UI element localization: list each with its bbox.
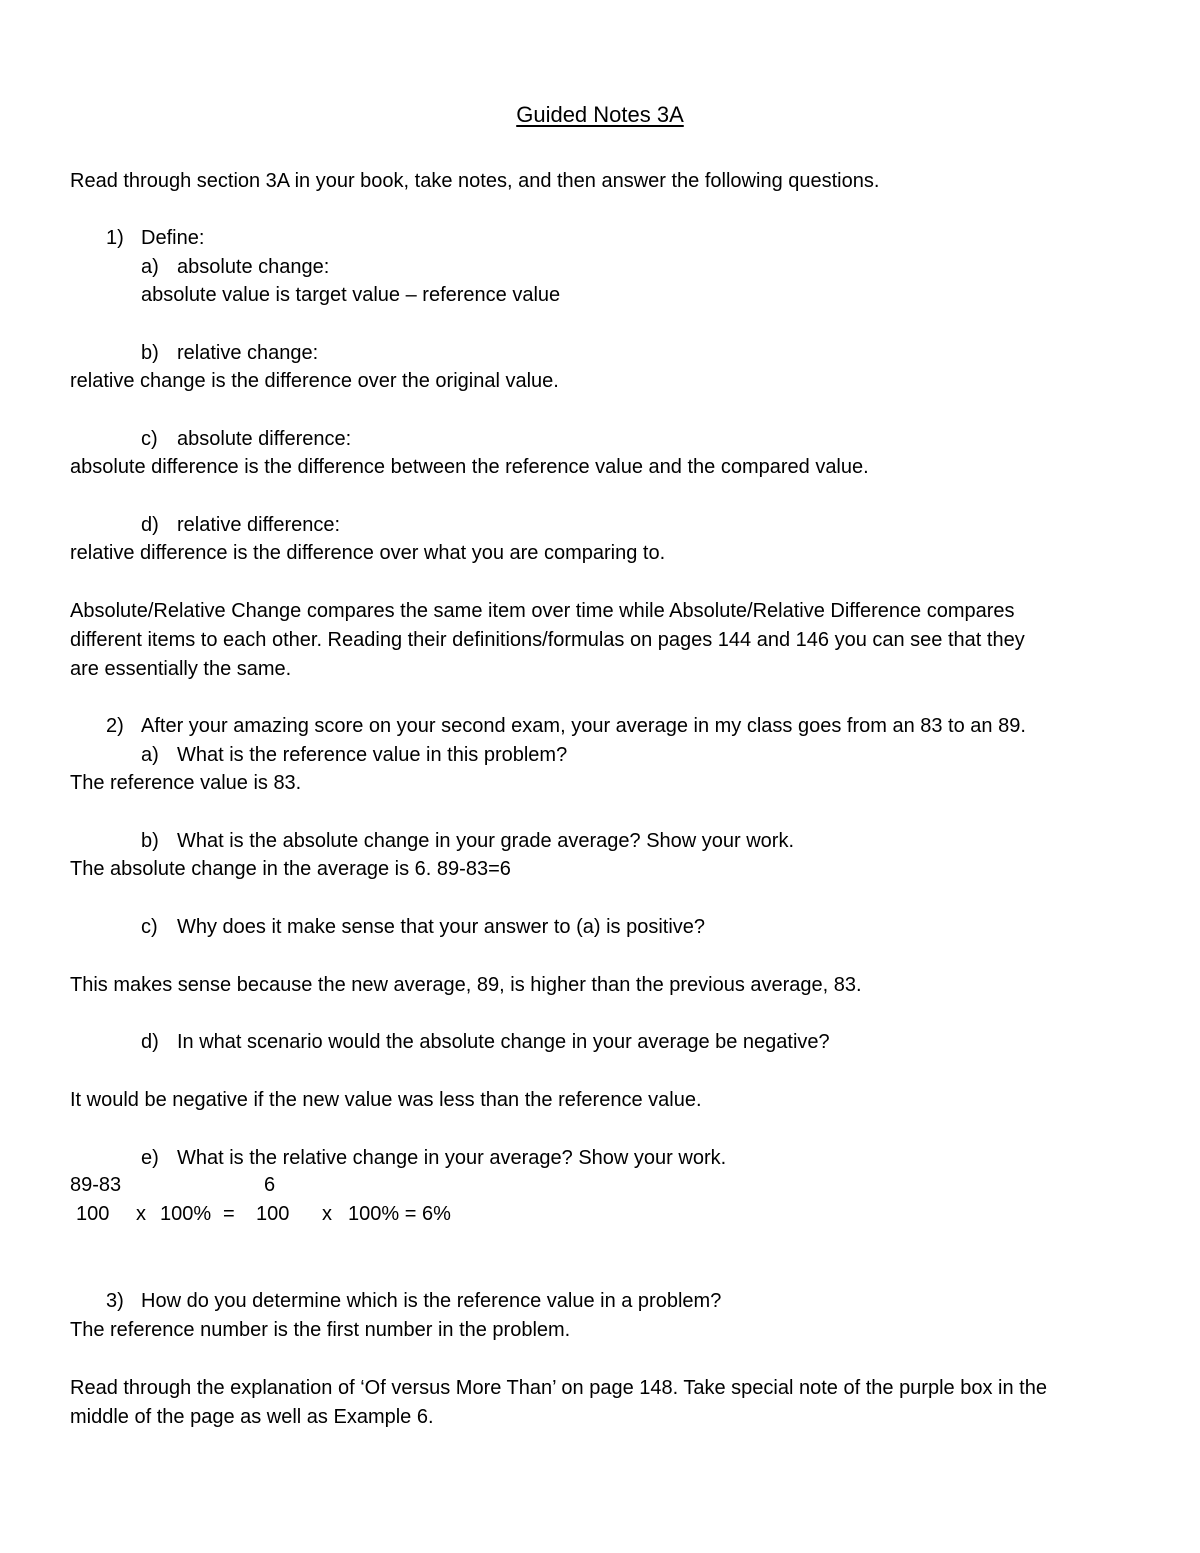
q1a-marker: a) — [141, 256, 159, 278]
q2a-answer: The reference value is 83. — [70, 772, 302, 794]
q2a-marker: a) — [141, 744, 159, 766]
intro-text: Read through section 3A in your book, take notes, and then answer the following questions. — [70, 170, 880, 192]
q1d-answer: relative difference is the difference over what you are comparing to. — [70, 542, 666, 564]
q2a-text: What is the reference value in this problem? — [177, 744, 568, 766]
q2d-text: In what scenario would the absolute change in your average be negative? — [177, 1031, 830, 1053]
q2-number: 2) — [106, 715, 124, 737]
work-percent-1: 100% — [160, 1203, 212, 1225]
q3-text: How do you determine which is the reference value in a problem? — [141, 1290, 722, 1312]
work-times-2: x — [322, 1203, 332, 1225]
q1-text: Define: — [141, 227, 205, 249]
q2b-marker: b) — [141, 830, 159, 852]
work-denominator-1: 100 — [76, 1203, 110, 1225]
q2c-answer: This makes sense because the new average, 89, is higher than the previous average, 83. — [70, 974, 862, 996]
work-denominator-2: 100 — [256, 1203, 290, 1225]
q1b-answer: relative change is the difference over the original value. — [70, 370, 559, 392]
q1b-text: relative change: — [177, 342, 319, 364]
work-times-1: x — [136, 1203, 146, 1225]
q1c-marker: c) — [141, 428, 158, 450]
work-numerator-1: 89-83 — [70, 1174, 122, 1196]
q2e-text: What is the relative change in your average? Show your work. — [177, 1147, 727, 1169]
paragraph-line: different items to each other. Reading their definitions/formulas on pages 144 and 146 you can see that they — [70, 629, 1025, 651]
q2b-text: What is the absolute change in your grade average? Show your work. — [177, 830, 795, 852]
q2-text: After your amazing score on your second exam, your average in my class goes from an 83 to an 89. — [141, 715, 1026, 737]
q2e-marker: e) — [141, 1147, 159, 1169]
paragraph-line: Absolute/Relative Change compares the same item over time while Absolute/Relative Difference compares — [70, 600, 1015, 622]
q3-answer: The reference number is the first number in the problem. — [70, 1319, 571, 1341]
q2c-text: Why does it make sense that your answer to (a) is positive? — [177, 916, 706, 938]
work-equals: = — [223, 1203, 235, 1225]
q2b-answer: The absolute change in the average is 6. 89-83=6 — [70, 858, 511, 880]
q1d-text: relative difference: — [177, 514, 341, 536]
q2c-marker: c) — [141, 916, 158, 938]
work-percent-2: 100% = 6% — [348, 1203, 451, 1225]
q2d-answer: It would be negative if the new value was less than the reference value. — [70, 1089, 702, 1111]
q1b-marker: b) — [141, 342, 159, 364]
q3-number: 3) — [106, 1290, 124, 1312]
q1a-answer: absolute value is target value – reference value — [141, 284, 561, 306]
q1a-text: absolute change: — [177, 256, 330, 278]
page-title: Guided Notes 3A — [516, 102, 684, 127]
paragraph-line: are essentially the same. — [70, 658, 292, 680]
q1d-marker: d) — [141, 514, 159, 536]
closing-line: middle of the page as well as Example 6. — [70, 1406, 434, 1428]
q2d-marker: d) — [141, 1031, 159, 1053]
work-numerator-2: 6 — [264, 1174, 276, 1196]
q1c-answer: absolute difference is the difference between the reference value and the compared value. — [70, 456, 869, 478]
q1-number: 1) — [106, 227, 124, 249]
closing-line: Read through the explanation of ‘Of versus More Than’ on page 148. Take special note of the purple box in the — [70, 1377, 1047, 1399]
q1c-text: absolute difference: — [177, 428, 352, 450]
